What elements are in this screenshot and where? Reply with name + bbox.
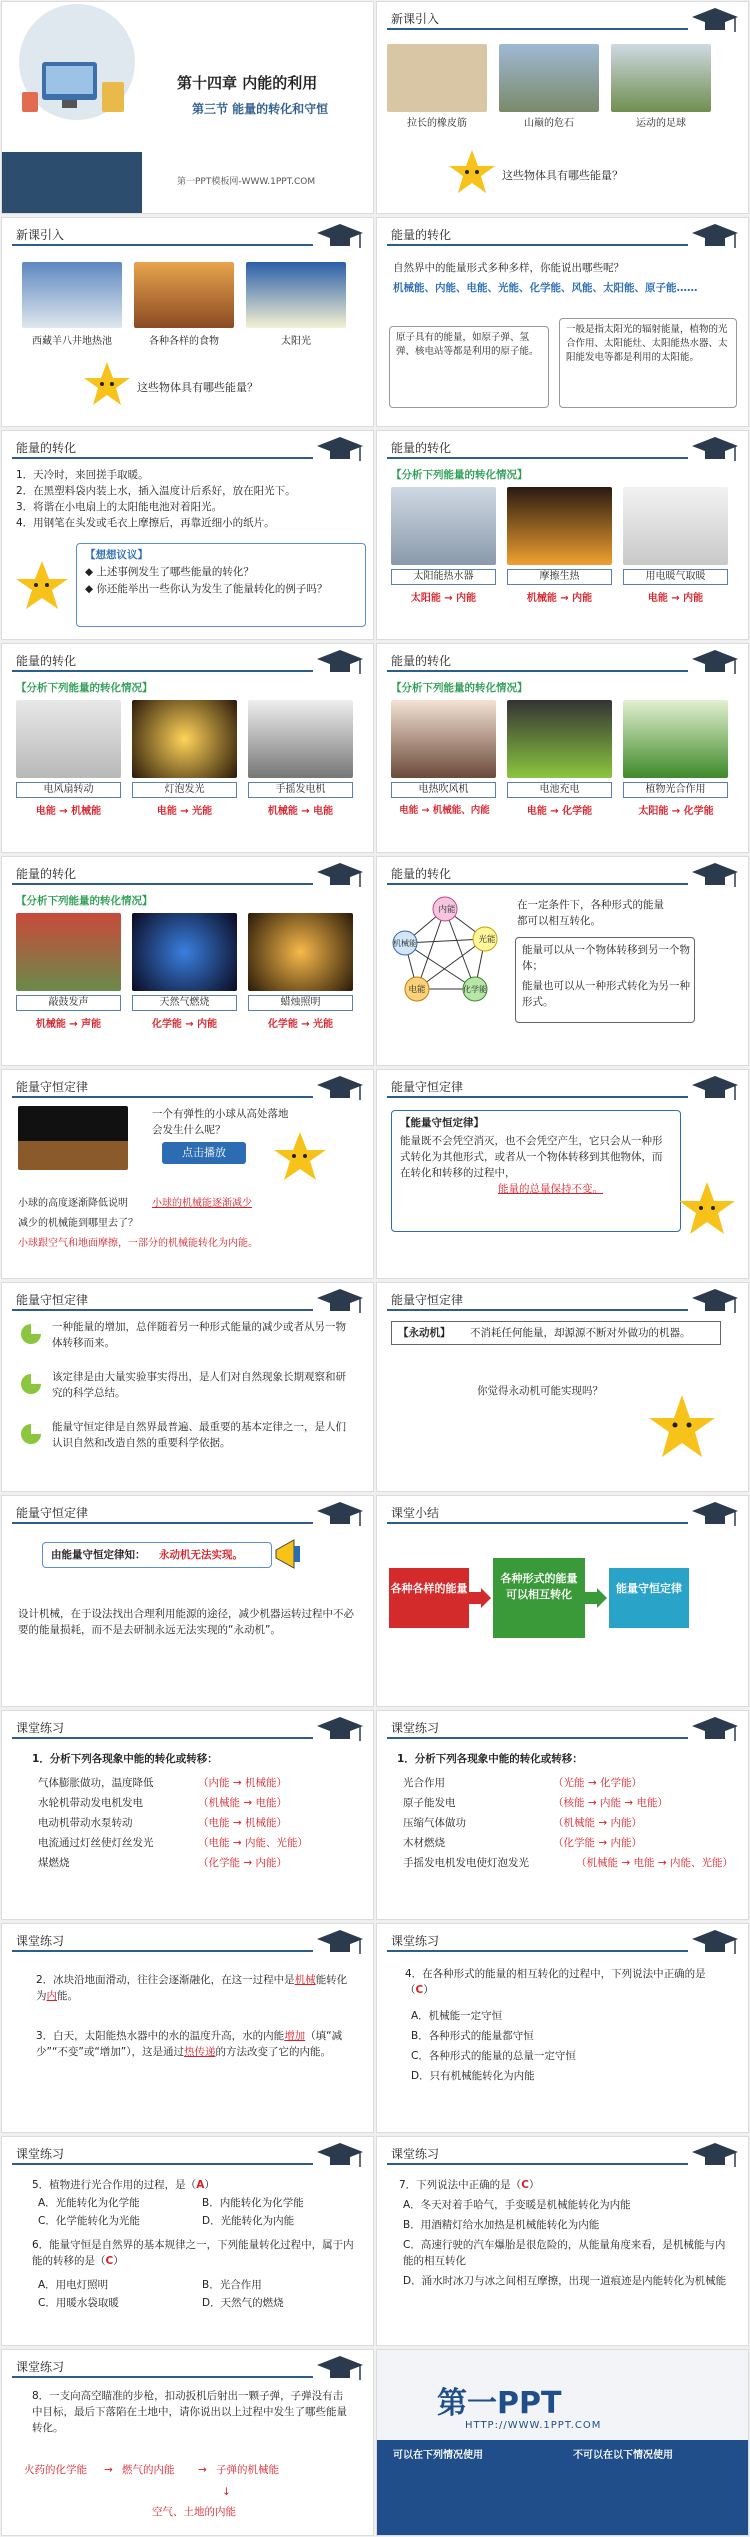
photo-hair-dryer [391, 700, 496, 778]
photo-friction [507, 487, 612, 565]
question: 1．分析下列各现象中能的转化或转移： [32, 1753, 218, 1765]
chain-arrow: → [104, 2464, 113, 2476]
flow-step-1: 各种各样的能量 [389, 1568, 469, 1628]
grad-cap-icon [690, 1928, 740, 1958]
option: D．涌水时冰刀与冰之间相互摩擦，出现一道痕迹是内能转化为机械能 [403, 2275, 727, 2287]
slide-exercise-8[interactable] [1, 2349, 374, 2536]
caption: 山巅的危石 [524, 118, 574, 129]
photo-sunlight [246, 262, 346, 328]
caption: 用电暖气取暖 [623, 569, 728, 585]
slide-analysis-2[interactable] [1, 643, 374, 853]
slide-header: 能量的转化 [16, 441, 77, 455]
tag: 【永动机】 [398, 1327, 451, 1339]
row-answer: （核能 → 内能 → 电能） [553, 1797, 668, 1809]
slide-header: 课堂练习 [16, 1721, 65, 1735]
option: D．光能转化为内能 [202, 2215, 295, 2227]
photo-football [611, 44, 711, 112]
question [399, 2177, 539, 2193]
conclusion-b: 永动机无法实现。 [159, 1549, 243, 1561]
slide-exercise-4[interactable] [376, 1923, 749, 2133]
slide-exercise-2-3[interactable] [1, 1923, 374, 2133]
option: B．用酒精灯给水加热是机械能转化为内能 [403, 2219, 600, 2231]
grad-cap-icon [315, 2141, 365, 2171]
grad-cap-icon [690, 1500, 740, 1530]
grad-cap-icon [315, 1500, 365, 1530]
q5-answer: A [196, 2179, 205, 2191]
photo-fan [16, 700, 121, 778]
row-label: 电动机带动水泵转动 [38, 1817, 133, 1829]
slide-conservation-law[interactable] [376, 1069, 749, 1279]
q6-answer: C [105, 2255, 114, 2267]
slide-header: 能量的转化 [391, 654, 452, 668]
analysis-title: 【分析下列能量的转化情况】 [16, 895, 153, 907]
q3 [36, 2028, 356, 2060]
q3-text-2: （填“减少”“不变”或“增加”），这是通过 [36, 2030, 343, 2058]
line-3: 小球跟空气和地面摩擦，一部分的机械能转化为内能。 [18, 1238, 258, 1249]
caption: 植物光合作用 [623, 782, 728, 798]
question: 这些物体具有哪些能量？ [137, 381, 258, 394]
conversion: 太阳能 → 内能 [410, 593, 477, 604]
slide-header: 课堂练习 [16, 2360, 65, 2374]
node-light: 光能 [478, 935, 496, 945]
option: C．化学能转化为光能 [38, 2215, 140, 2227]
law-box [391, 1110, 681, 1232]
option: B．光合作用 [202, 2279, 262, 2291]
slide-cover[interactable] [1, 1, 374, 214]
list-item: 2．在黑塑料袋内装上水，插入温度计后系好，放在阳光下。 [16, 485, 296, 497]
energy-forms: 机械能、内能、电能、光能、化学能、风能、太阳能、原子能…… [393, 282, 698, 294]
row-answer: （机械能 → 电能） [198, 1797, 287, 1809]
slide-exercise-1b[interactable] [376, 1710, 749, 1920]
q2 [36, 1972, 356, 2004]
right-title: 不可以在以下情况使用 [573, 2450, 673, 2461]
grad-cap-icon [315, 1287, 365, 1317]
conclusion-box [42, 1542, 272, 1568]
q5-end: ） [204, 2179, 215, 2191]
think-item: ◆ 你还能举出一些你认为发生了能量转化的例子吗？ [85, 583, 328, 595]
cover-title: 第十四章 内能的利用 [177, 74, 318, 92]
conversion: 太阳能 → 化学能 [638, 806, 714, 817]
row-answer: （机械能 → 电能 → 内能、光能） [576, 1857, 733, 1869]
conversion: 化学能 → 光能 [267, 1019, 334, 1030]
conversion: 机械能 → 内能 [526, 593, 593, 604]
photo-rock [499, 44, 599, 112]
option: C．高速行驶的汽车爆胎是很危险的，从能量角度来看，是机械能与内能的相互转化 [403, 2239, 726, 2267]
q6-text: 6．能量守恒是自然界的基本规律之一，下列能量转化过程中，属于内能的转移的是（ [32, 2239, 354, 2267]
grad-cap-icon [690, 1287, 740, 1317]
slide-exercise-1a[interactable] [1, 1710, 374, 1920]
caption: 太阳光 [281, 336, 311, 347]
conversion: 化学能 → 内能 [151, 1019, 218, 1030]
q5 [32, 2177, 215, 2193]
option: C．各种形式的能量的总量一定守恒 [411, 2050, 576, 2062]
note-2: 该定律是由大量实验事实得出，是人们对自然现象长期观察和研究的科学总结。 [52, 1371, 346, 1399]
slide-header: 新课引入 [16, 228, 65, 242]
row-label: 木材燃烧 [403, 1837, 445, 1849]
caption: 各种各样的食物 [149, 336, 219, 347]
megaphone-icon [272, 1536, 312, 1572]
slide-conservation-notes[interactable] [1, 1282, 374, 1492]
caption: 摩擦生热 [507, 569, 612, 585]
q2-text-2: 能转化为 [36, 1974, 348, 2002]
slide-header: 能量守恒定律 [391, 1080, 464, 1094]
option: A．机械能一定守恒 [411, 2010, 503, 2022]
definition-box [391, 1321, 721, 1345]
slide-header: 能量守恒定律 [16, 1506, 89, 1520]
definition: 不消耗任何能量，却源源不断对外做功的机器。 [470, 1327, 691, 1339]
slide-header: 能量的转化 [16, 867, 77, 881]
body: 设计机械，在于设法找出合理利用能源的途径，减少机器运转过程中不必要的能量损耗，而不是去研制永远无法实现的“永动机”。 [18, 1608, 354, 1636]
pie-bullet-icon [20, 1323, 42, 1345]
row-answer: （光能 → 化学能） [553, 1777, 642, 1789]
arrow-right-icon [469, 1588, 491, 1608]
conversion: 电能 → 光能 [156, 806, 213, 817]
caption: 西藏羊八井地热池 [32, 336, 112, 347]
node-electric: 电能 [408, 985, 426, 995]
option: B．各种形式的能量都守恒 [411, 2030, 534, 2042]
caption: 灯泡发光 [132, 782, 237, 798]
text-1: 在一定条件下，各种形式的能量都可以相互转化。 [517, 899, 664, 927]
photo-bulb [132, 700, 237, 778]
slide-header: 课堂小结 [391, 1506, 440, 1520]
photo-ball-drop [18, 1106, 128, 1170]
slide-exercise-7[interactable] [376, 2136, 749, 2346]
flow-step-2: 各种形式的能量可以相互转化 [493, 1558, 585, 1638]
photo-food [134, 262, 234, 328]
slide-header: 课堂练习 [16, 2147, 65, 2161]
slide-perpetual-motion[interactable] [376, 1282, 749, 1492]
slide-header: 能量的转化 [391, 228, 452, 242]
row-answer: （电能 → 内能、光能） [198, 1837, 308, 1849]
analysis-title: 【分析下列能量的转化情况】 [391, 682, 528, 694]
row-answer: （化学能 → 内能） [198, 1857, 287, 1869]
photo-candles [248, 913, 353, 991]
row-answer: （机械能 → 内能） [553, 1817, 642, 1829]
option: A．光能转化为化学能 [38, 2197, 140, 2209]
grad-cap-icon [315, 1074, 365, 1104]
law-body-red: 能量的总量保持不变。 [498, 1183, 603, 1195]
line-1a: 小球的高度逐渐降低说明 [18, 1198, 128, 1209]
question: 你觉得永动机可能实现吗？ [477, 1385, 603, 1397]
slide-header: 能量守恒定律 [16, 1080, 89, 1094]
answer: C [521, 2179, 529, 2191]
left-title: 可以在下列情况使用 [393, 2450, 483, 2461]
star-mascot-icon [647, 1393, 717, 1463]
caption: 敲鼓发声 [16, 995, 121, 1011]
law-title: 【能量守恒定律】 [400, 1117, 484, 1129]
cover-subtitle: 第三节 能量的转化和守恒 [192, 102, 329, 116]
question-end: ） [423, 1984, 434, 1996]
flow-step-3: 能量守恒定律 [609, 1568, 689, 1628]
photo-gas-flame [132, 913, 237, 991]
slide-summary[interactable] [376, 1495, 749, 1707]
option: D．只有机械能转化为内能 [411, 2070, 535, 2082]
q2-answer-2: 内 [46, 1990, 57, 2002]
slide-header: 能量守恒定律 [16, 1293, 89, 1307]
row-label: 电流通过灯丝使灯丝发光 [38, 1837, 154, 1849]
chain-3: 子弹的机械能 [216, 2464, 279, 2476]
photo-solar-heater [391, 487, 496, 565]
row-label: 手摇发电机发电使灯泡发光 [403, 1857, 529, 1869]
caption: 电池充电 [507, 782, 612, 798]
option: D．天然气的燃烧 [202, 2297, 284, 2309]
slide-header: 课堂练习 [391, 1721, 440, 1735]
q6-end: ） [113, 2255, 124, 2267]
row-label: 气体膨胀做功，温度降低 [38, 1777, 154, 1789]
question: 一个有弹性的小球从高处落地会发生什么呢？ [152, 1108, 289, 1136]
q2-text: 2．冰块沿地面滑动，往往会逐渐融化，在这一过程中是 [36, 1974, 295, 1986]
grad-cap-icon [315, 222, 365, 252]
photo-heater [623, 487, 728, 565]
list-item: 4．用钢笔在头发或毛衣上摩擦后，再靠近细小的纸片。 [16, 517, 275, 529]
slide-energy-forms[interactable] [376, 217, 749, 427]
node-internal: 内能 [438, 905, 456, 915]
slide-perpetual-conclusion[interactable] [1, 1495, 374, 1707]
grad-cap-icon [315, 861, 365, 891]
row-label: 光合作用 [403, 1777, 445, 1789]
photo-leaf [623, 700, 728, 778]
q3-text-3: 的方法改变了它的内能。 [215, 2046, 331, 2058]
grad-cap-icon [315, 2354, 365, 2384]
slide-header: 能量的转化 [391, 441, 452, 455]
brand-url: HTTP://WWW.1PPT.COM [465, 2420, 602, 2431]
q3-text: 3．白天，太阳能热水器中的水的温度升高，水的内能 [36, 2030, 285, 2042]
think-title: 【想想议议】 [85, 549, 148, 561]
chain-arrow-down: ↓ [222, 2486, 231, 2498]
pie-bullet-icon [20, 1373, 42, 1395]
q2-answer-1: 机械 [294, 1974, 316, 1986]
q2-text-3: 能。 [57, 1990, 78, 2002]
slide-footer-brand[interactable] [376, 2349, 749, 2536]
option: A．冬天对着手哈气，手变暖是机械能转化为内能 [403, 2199, 631, 2211]
node-mechanical: 机械能 [393, 939, 417, 948]
conversion: 电能 → 内能 [647, 593, 704, 604]
photo-hot-spring [22, 262, 122, 328]
question [405, 1966, 715, 1998]
note-1: 一种能量的增加，总伴随着另一种形式能量的减少或者从另一物体转移而来。 [52, 1321, 346, 1349]
grad-cap-icon [690, 6, 740, 36]
caption: 天然气燃烧 [132, 995, 237, 1011]
law-body: 能量既不会凭空消灭，也不会凭空产生，它只会从一种形式转化为其他形式，或者从一个物体转移到其他物体，而在转化和转移的过程中， [400, 1135, 663, 1179]
grad-cap-icon [690, 648, 740, 678]
box-text: 一般是指太阳光的辐射能量，植物的光合作用、太阳能灶、太阳能热水器、太阳能发电等都是利用的太阳能。 [566, 324, 728, 363]
slide-conversion-diagram[interactable] [376, 856, 749, 1066]
caption: 拉长的橡皮筋 [407, 118, 467, 129]
slide-ball-bounce[interactable] [1, 1069, 374, 1279]
note-3: 能量守恒定律是自然界最普遍、最重要的基本定律之一，是人们认识自然和改造自然的重要科学依据。 [52, 1421, 346, 1449]
conversion: 电能 → 机械能、内能 [399, 805, 490, 816]
slide-header: 能量的转化 [16, 654, 77, 668]
caption: 手摇发电机 [248, 782, 353, 798]
play-button[interactable]: 点击播放 [162, 1142, 246, 1164]
slide-analysis-4[interactable] [1, 856, 374, 1066]
option: A．用电灯照明 [38, 2279, 109, 2291]
q5-text: 5．植物进行光合作用的过程，是（ [32, 2179, 197, 2191]
slide-intro-1[interactable] [376, 1, 749, 214]
solar-energy-box [559, 318, 737, 408]
option: B．内能转化为化学能 [202, 2197, 304, 2209]
question: 8．一支向高空瞄准的步枪，扣动扳机后射出一颗子弹，子弹没有击中目标，最后下落陷在土地中，请你说出以上过程中发生了哪些能量转化。 [32, 2390, 347, 2434]
q3-answer-1: 增加 [284, 2030, 306, 2042]
grad-cap-icon [315, 435, 365, 465]
conversion: 电能 → 机械能 [35, 806, 102, 817]
q3-answer-2: 热传递 [183, 2046, 216, 2058]
think-item: ◆ 上述事例发生了哪些能量的转化？ [85, 566, 254, 578]
row-answer: （化学能 → 内能） [553, 1837, 642, 1849]
node-chemical: 化学能 [463, 985, 487, 994]
question: 这些物体具有哪些能量？ [502, 169, 623, 182]
row-label: 煤燃烧 [38, 1857, 70, 1869]
slide-header: 课堂练习 [391, 1934, 440, 1948]
box-text: 原子具有的能量，如原子弹、氢弹、核电站等都是利用的原子能。 [396, 332, 539, 357]
conversion: 电能 → 化学能 [526, 806, 593, 817]
star-mascot-icon [447, 148, 497, 198]
caption: 电热吹风机 [391, 782, 496, 798]
star-mascot-icon [82, 360, 132, 410]
grad-cap-icon [690, 222, 740, 252]
brand-logo: 第一PPT [437, 2386, 562, 2421]
think-box [76, 543, 366, 627]
question: 1．分析下列各现象中能的转化或转移： [397, 1753, 583, 1765]
slide-analysis-1[interactable] [376, 430, 749, 640]
caption: 电风扇转动 [16, 782, 121, 798]
row-label: 原子能发电 [403, 1797, 456, 1809]
chain-2: 燃气的内能 [122, 2464, 175, 2476]
grad-cap-icon [315, 1715, 365, 1745]
photo-drum [16, 913, 121, 991]
slide-intro-2[interactable] [1, 217, 374, 427]
chain-arrow: → [198, 2464, 207, 2476]
caption: 运动的足球 [636, 118, 686, 129]
row-answer: （电能 → 机械能） [198, 1817, 287, 1829]
text-3: 能量也可以从一种形式转化为另一种形式。 [522, 980, 690, 1008]
row-label: 水轮机带动发电机发电 [38, 1797, 143, 1809]
intro-line: 自然界中的能量形式多种多样，你能说出哪些呢？ [393, 262, 624, 274]
question-end: ） [528, 2179, 540, 2191]
chain-4: 空气、土地的内能 [152, 2506, 236, 2518]
grad-cap-icon [315, 648, 365, 678]
option: C．用暖水袋取暖 [38, 2297, 119, 2309]
analysis-title: 【分析下列能量的转化情况】 [16, 682, 153, 694]
analysis-title: 【分析下列能量的转化情况】 [391, 469, 528, 481]
star-mascot-icon [677, 1180, 737, 1240]
list-item: 1．天冷时，来回搓手取暖。 [16, 469, 149, 481]
slide-conversion-examples[interactable] [1, 430, 374, 640]
photo-battery-charger [507, 700, 612, 778]
chain-1: 火药的化学能 [24, 2464, 87, 2476]
line-2: 减少的机械能到哪里去了？ [18, 1218, 138, 1229]
q6 [32, 2237, 357, 2269]
pie-bullet-icon [20, 1423, 42, 1445]
photo-rubber-band [387, 44, 487, 112]
slide-analysis-3[interactable] [376, 643, 749, 853]
caption: 蜡烛照明 [248, 995, 353, 1011]
grad-cap-icon [690, 861, 740, 891]
slide-header: 课堂练习 [16, 1934, 65, 1948]
grad-cap-icon [315, 1928, 365, 1958]
grad-cap-icon [690, 1074, 740, 1104]
conversion: 机械能 → 电能 [267, 806, 334, 817]
conversion-box [515, 937, 695, 1023]
conclusion-a: 由能量守恒定律知： [51, 1549, 146, 1561]
arrow-right-icon [585, 1588, 607, 1608]
list-item: 3．将谐在小电扇上的太阳能电池对着阳光。 [16, 501, 223, 513]
row-answer: （内能 → 机械能） [198, 1777, 287, 1789]
grad-cap-icon [690, 2141, 740, 2171]
question-text: 4．在各种形式的能量的相互转化的过程中，下列说法中正确的是（ [405, 1968, 706, 1996]
slide-header: 新课引入 [391, 12, 440, 26]
slide-header: 能量守恒定律 [391, 1293, 464, 1307]
grad-cap-icon [690, 1715, 740, 1745]
caption: 太阳能热水器 [391, 569, 496, 585]
star-mascot-icon [14, 559, 70, 615]
atomic-energy-box [389, 326, 549, 408]
line-1b: 小球的机械能逐渐减少 [152, 1198, 252, 1209]
text-2: 能量可以从一个物体转移到另一个物体； [522, 944, 690, 972]
row-label: 压缩气体做功 [403, 1817, 466, 1829]
photo-generator [248, 700, 353, 778]
grad-cap-icon [690, 435, 740, 465]
answer: C [415, 1984, 424, 1996]
cover-site: 第一PPT模板网-WWW.1PPT.COM [177, 177, 316, 187]
question-text: 7．下列说法中正确的是（ [399, 2179, 522, 2191]
slide-header: 课堂练习 [391, 2147, 440, 2161]
conversion: 机械能 → 声能 [35, 1019, 102, 1030]
slide-exercise-5-6[interactable] [1, 2136, 374, 2346]
star-mascot-icon [272, 1130, 328, 1186]
slide-header: 能量的转化 [391, 867, 452, 881]
